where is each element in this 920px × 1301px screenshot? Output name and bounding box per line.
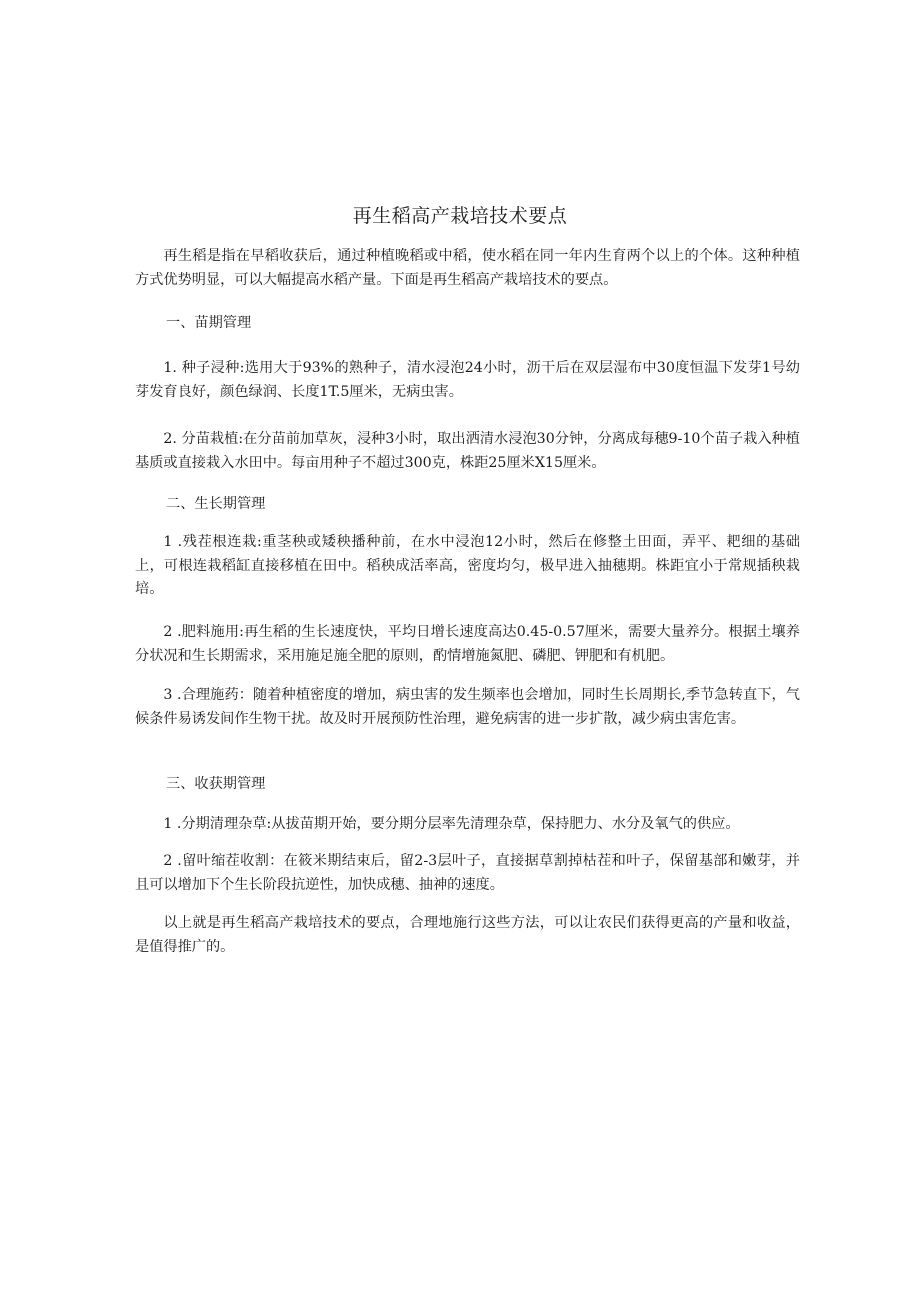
growth-paragraph-1: 1 .残茬根连栽:重茎秧或矮秧播种前，在水中浸泡12小时，然后在修整土田面，弄平、耙细的基础上，可根连栽稻缸直接移植在田中。稻秧成活率高，密度均匀，极早进入抽穗期。株距宜小于常规插秧栽培。 — [135, 534, 800, 597]
seedling-paragraph-2: 2. 分苗栽植:在分苗前加草灰，浸种3小时，取出洒清水浸泡30分钟，分离成每穗9-10个苗子栽入种植基质或直接栽入水田中。每亩用种子不超过300克，株距25厘米X15厘米。 — [135, 431, 800, 471]
intro-paragraph: 再生稻是指在早稻收获后，通过种植晚稻或中稻，使水稻在同一年内生育两个以上的个体。这种种植方式优势明显，可以大幅提高水稻产量。下面是再生稻高产栽培技术的要点。 — [135, 248, 800, 288]
growth-paragraph-3: 3 .合理施药：随着种植密度的增加，病虫害的发生频率也会增加，同时生长周期长,季节急转直下，气候条件易诱发间作生物干扰。故及时开展预防性治理，避免病害的进一步扩散，减少病虫害危害。 — [135, 687, 800, 727]
growth-paragraph-2: 2 .肥料施用:再生稻的生长速度快，平均日增长速度高达0.45-0.57厘米，需要大量养分。根据土壤养分状况和生长期需求，采用施足施全肥的原则，酌情增施氮肥、磷肥、钾肥和有机肥。 — [135, 624, 800, 664]
section-heading-growth: 二、生长期管理 — [166, 496, 266, 512]
harvest-paragraph-1: 1 .分期清理杂草:从拔苗期开始，要分期分层率先清理杂草，保持肥力、水分及氧气的供应。 — [163, 816, 740, 832]
section-heading-seedling: 一、苗期管理 — [166, 315, 252, 331]
seedling-paragraph-1: 1. 种子浸种:选用大于93%的熟种子，清水浸泡24小时，沥干后在双层湿布中30度恒温下发芽1号幼芽发育良好，颜色绿润、长度1T.5厘米，无病虫害。 — [135, 360, 800, 400]
conclusion-paragraph: 以上就是再生稻高产栽培技术的要点，合理地施行这些方法，可以让农民们获得更高的产量和收益，是值得推广的。 — [135, 915, 800, 955]
section-heading-harvest: 三、收获期管理 — [166, 776, 266, 792]
document-title: 再生稻高产栽培技术要点 — [352, 205, 568, 227]
harvest-paragraph-2: 2 .留叶缩茬收割：在筱米期结束后，留2-3层叶子，直接据草割掉枯茬和叶子，保留基部和嫩芽，并且可以增加下个生长阶段抗逆性，加快成穗、抽神的速度。 — [135, 853, 800, 893]
